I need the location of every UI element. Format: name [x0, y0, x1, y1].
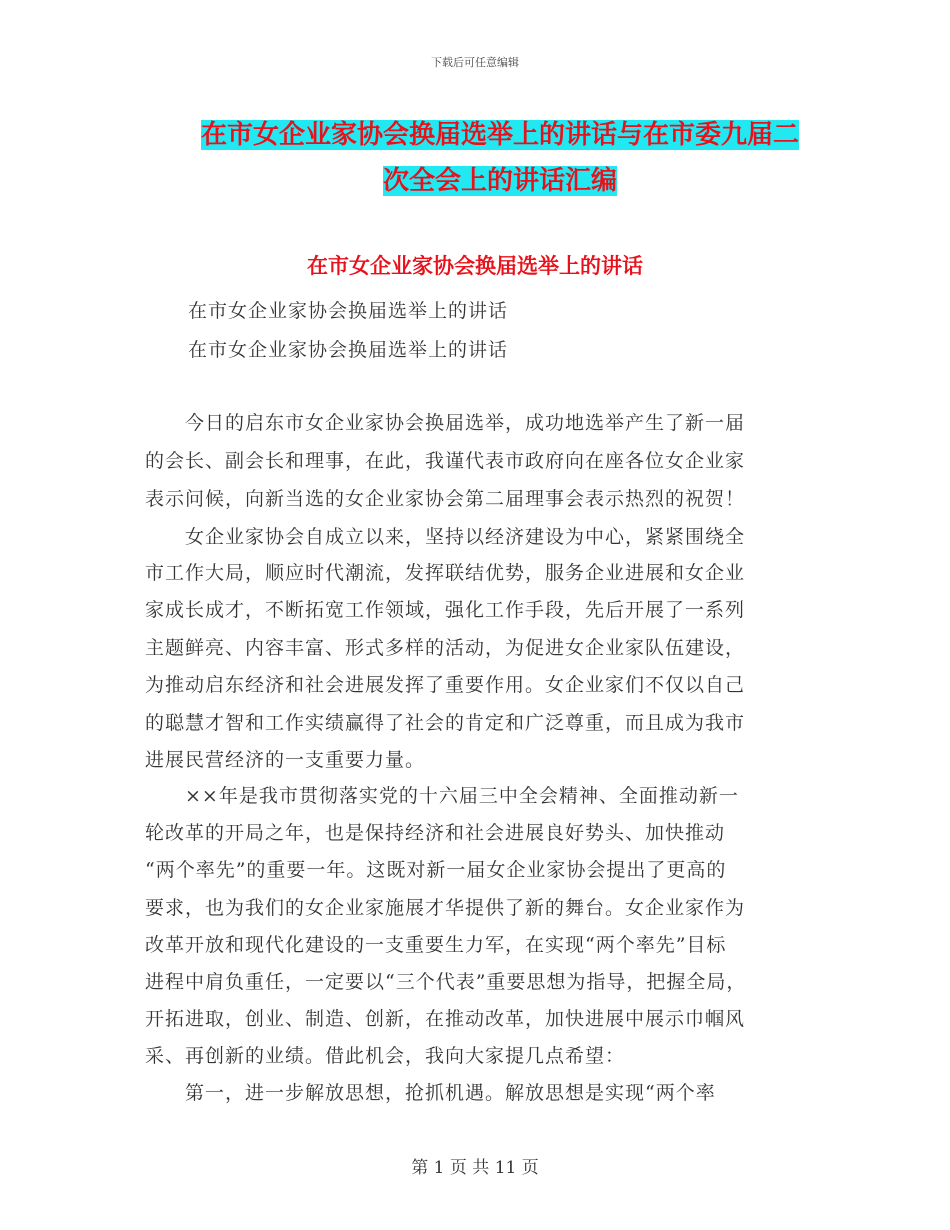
body-line: 采、再创新的业绩。借此机会，我向大家提几点希望：: [145, 1045, 626, 1067]
body-line: 轮改革的开局之年，也是保持经济和社会进展良好势头、加快推动: [145, 822, 726, 844]
body-line: “两个率先”的重要一年。这既对新一届女企业家协会提出了更高的: [145, 859, 727, 881]
body-line: 的聪慧才智和工作实绩赢得了社会的肯定和广泛尊重，而且成为我市: [145, 712, 746, 734]
body-line: 今日的启东市女企业家协会换届选举，成功地选举产生了新一届: [145, 412, 746, 434]
section-title: 在市女企业家协会换届选举上的讲话: [307, 253, 643, 278]
body-line: 改革开放和现代化建设的一支重要生力军，在实现“两个率先”目标: [145, 934, 727, 956]
body-line: 要求，也为我们的女企业家施展才华提供了新的舞台。女企业家作为: [145, 897, 746, 919]
page-footer: 第 1 页 共 11 页: [411, 1158, 539, 1178]
body-line: ××年是我市贯彻落实党的十六届三中全会精神、全面推动新一: [145, 785, 739, 807]
document-title-line-1: 在市女企业家协会换届选举上的讲话与在市委九届二: [200, 120, 799, 150]
header-note: 下载后可任意编辑: [431, 56, 519, 69]
body-line: 第一，进一步解放思想，抢抓机遇。解放思想是实现“两个率: [145, 1082, 716, 1104]
body-line: 进展民营经济的一支重要力量。: [145, 749, 426, 771]
body-line: 的会长、副会长和理事，在此，我谨代表市政府向在座各位女企业家: [145, 450, 746, 472]
body-line: 开拓进取，创业、制造、创新，在推动改革，加快进展中展示巾帼风: [145, 1008, 746, 1030]
repeated-title: 在市女企业家协会换届选举上的讲话: [188, 300, 509, 322]
body-line: 为推动启东经济和社会进展发挥了重要作用。女企业家们不仅以自己: [145, 674, 746, 696]
repeated-title: 在市女企业家协会换届选举上的讲话: [188, 339, 509, 361]
body-line: 家成长成才，不断拓宽工作领域，强化工作手段，先后开展了一系列: [145, 599, 746, 621]
body-line: 女企业家协会自成立以来，坚持以经济建设为中心，紧紧围绕全: [145, 526, 746, 548]
body-line: 主题鲜亮、内容丰富、形式多样的活动，为促进女企业家队伍建设，: [145, 637, 746, 659]
document-title-line-2: 次全会上的讲话汇编: [382, 166, 617, 196]
body-line: 进程中肩负重任，一定要以“三个代表”重要思想为指导，把握全局，: [145, 971, 747, 993]
document-title: [195, 112, 805, 204]
body-line: 表示问候，向新当选的女企业家协会第二届理事会表示热烈的祝贺！: [145, 488, 746, 510]
body-line: 市工作大局，顺应时代潮流，发挥联结优势，服务企业进展和女企业: [145, 562, 746, 584]
